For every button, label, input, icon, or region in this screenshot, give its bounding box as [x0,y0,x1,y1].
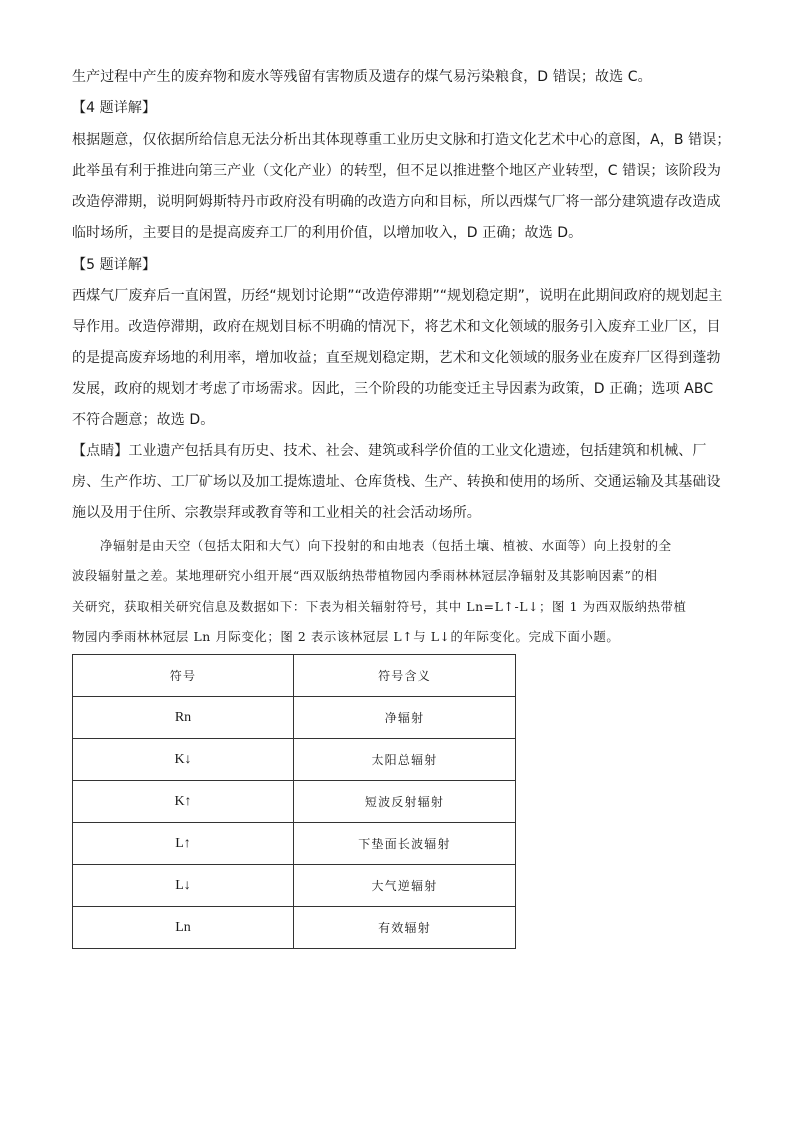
answer-line: 西煤气厂废弃后一直闲置，历经“规划讨论期”“改造停滞期”“规划稳定期”，说明在此期间政府的规划起主 [72,288,723,304]
intro-line: 波段辐射量之差。某地理研究小组开展“西双版纳热带植物园内季雨林林冠层净辐射及其影响因素”的相 [72,568,658,583]
answer-line: 的是提高废弃场地的利用率，增加收益；直至规划稳定期，艺术和文化领域的服务业在废弃厂区得到蓬勃 [72,350,721,366]
intro-line: 净辐射是由天空（包括太阳和大气）向下投射的和由地表（包括土壤、植被、水面等）向上投射的全 [100,538,672,553]
table-row [73,907,516,949]
table-cell-symbol: K↑ [73,781,294,823]
table-header-row [73,655,516,697]
answer-line: 根据题意，仅依据所给信息无法分析出其体现尊重工业历史文脉和打造文化艺术中心的意图，A，B 错误； [72,132,731,148]
table-cell-meaning: 大气逆辐射 [294,865,516,907]
table-row [73,865,516,907]
section-heading-q5: 【5 题详解】 [72,257,157,273]
table-cell-meaning: 下垫面长波辐射 [294,823,516,865]
table-cell-symbol: K↓ [73,739,294,781]
table-row [73,739,516,781]
table-cell-meaning: 净辐射 [294,697,516,739]
answer-line: 发展，政府的规划才考虑了市场需求。因此，三个阶段的功能变迁主导因素为政策，D 正确；选项 ABC [72,381,714,397]
answer-line: 生产过程中产生的废弃物和废水等残留有害物质及遗存的煤气易污染粮食，D 错误；故选 C。 [72,69,652,85]
table-cell-symbol: L↑ [73,823,294,865]
answer-line: 临时场所，主要目的是提高废弃工厂的利用价值，以增加收入，D 正确；故选 D。 [72,225,583,241]
table-cell-meaning: 太阳总辐射 [294,739,516,781]
table-row [73,823,516,865]
table-cell-symbol: Rn [73,697,294,739]
answer-line: 导作用。改造停滞期，政府在规划目标不明确的情况下，将艺术和文化领域的服务引入废弃工业厂区，目 [72,319,721,335]
table-header: 符号 [73,655,294,697]
table-cell-meaning: 有效辐射 [294,907,516,949]
radiation-symbol-table [72,654,516,949]
intro-line: 关研究，获取相关研究信息及数据如下：下表为相关辐射符号，其中 Ln=L↑-L↓；图 1 为西双版纳热带植 [72,599,687,614]
section-heading-q4: 【4 题详解】 [72,100,157,116]
table-row [73,697,516,739]
table-row [73,781,516,823]
answer-line: 此举虽有利于推进向第三产业（文化产业）的转型，但不足以推进整个地区产业转型，C 错误；该阶段为 [72,163,721,179]
key-point-line: 施以及用于住所、宗教崇拜或教育等和工业相关的社会活动场所。 [72,505,481,521]
key-point-line: 【点睛】工业遗产包括具有历史、技术、社会、建筑或科学价值的工业文化遗迹，包括建筑和机械、厂 [72,443,707,459]
intro-line: 物园内季雨林林冠层 Ln 月际变化；图 2 表示该林冠层 L↑与 L↓的年际变化。完成下面小题。 [72,629,620,644]
table-cell-symbol: L↓ [73,865,294,907]
table-cell-meaning: 短波反射辐射 [294,781,516,823]
answer-line: 改造停滞期，说明阿姆斯特丹市政府没有明确的改造方向和目标，所以西煤气厂将一部分建筑遗存改造成 [72,194,721,210]
table-header: 符号含义 [294,655,516,697]
table-cell-symbol: Ln [73,907,294,949]
answer-line: 不符合题意；故选 D。 [72,412,215,428]
key-point-line: 房、生产作坊、工厂矿场以及加工提炼遗址、仓库货栈、生产、转换和使用的场所、交通运输及其基础设 [72,474,721,490]
